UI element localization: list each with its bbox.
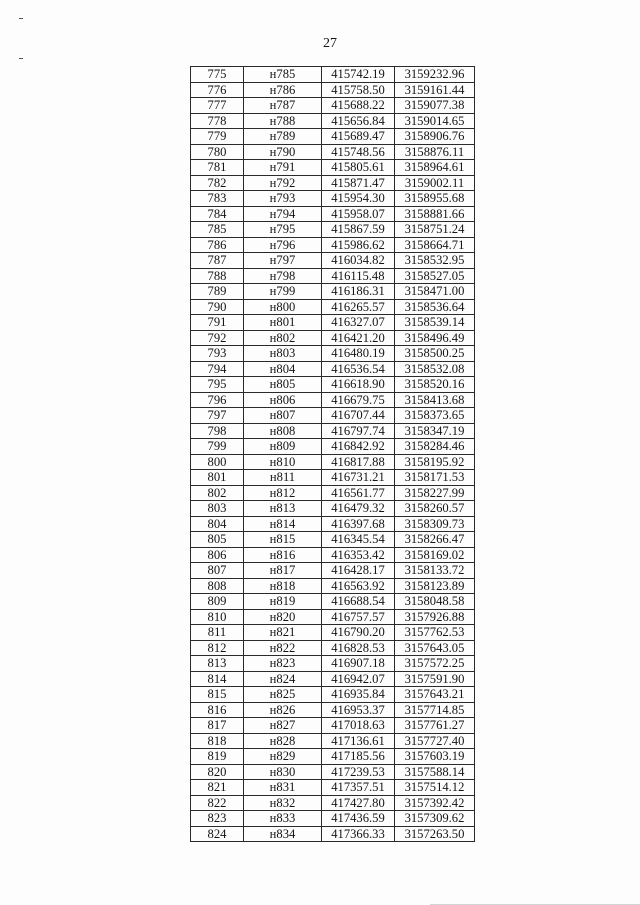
x-coordinate-cell: 416953.37 xyxy=(322,702,395,718)
y-coordinate-cell: 3159077.38 xyxy=(395,98,475,114)
x-coordinate-cell: 417436.59 xyxy=(322,811,395,827)
point-id-cell: н786 xyxy=(244,82,322,98)
point-id-cell: н829 xyxy=(244,749,322,765)
row-number-cell: 781 xyxy=(191,160,244,176)
x-coordinate-cell: 417239.53 xyxy=(322,764,395,780)
table-row xyxy=(191,423,475,439)
point-id-cell: н803 xyxy=(244,346,322,362)
row-number-cell: 817 xyxy=(191,718,244,734)
point-id-cell: н799 xyxy=(244,284,322,300)
row-number-cell: 815 xyxy=(191,687,244,703)
row-number-cell: 820 xyxy=(191,764,244,780)
x-coordinate-cell: 415958.07 xyxy=(322,206,395,222)
table-row xyxy=(191,780,475,796)
x-coordinate-cell: 417185.56 xyxy=(322,749,395,765)
y-coordinate-cell: 3158527.05 xyxy=(395,268,475,284)
table-row xyxy=(191,113,475,129)
row-number-cell: 822 xyxy=(191,795,244,811)
point-id-cell: н807 xyxy=(244,408,322,424)
point-id-cell: н805 xyxy=(244,377,322,393)
row-number-cell: 803 xyxy=(191,501,244,517)
table-row xyxy=(191,98,475,114)
x-coordinate-cell: 416679.75 xyxy=(322,392,395,408)
table-row xyxy=(191,687,475,703)
x-coordinate-cell: 416757.57 xyxy=(322,609,395,625)
y-coordinate-cell: 3157714.85 xyxy=(395,702,475,718)
y-coordinate-cell: 3158195.92 xyxy=(395,454,475,470)
y-coordinate-cell: 3158906.76 xyxy=(395,129,475,145)
point-id-cell: н825 xyxy=(244,687,322,703)
point-id-cell: н800 xyxy=(244,299,322,315)
x-coordinate-cell: 416828.53 xyxy=(322,640,395,656)
x-coordinate-cell: 416353.42 xyxy=(322,547,395,563)
point-id-cell: н806 xyxy=(244,392,322,408)
point-id-cell: н811 xyxy=(244,470,322,486)
table-row xyxy=(191,764,475,780)
point-id-cell: н795 xyxy=(244,222,322,238)
row-number-cell: 787 xyxy=(191,253,244,269)
y-coordinate-cell: 3158955.68 xyxy=(395,191,475,207)
table-row xyxy=(191,408,475,424)
row-number-cell: 782 xyxy=(191,175,244,191)
point-id-cell: н815 xyxy=(244,532,322,548)
y-coordinate-cell: 3158169.02 xyxy=(395,547,475,563)
x-coordinate-cell: 415656.84 xyxy=(322,113,395,129)
point-id-cell: н828 xyxy=(244,733,322,749)
x-coordinate-cell: 416797.74 xyxy=(322,423,395,439)
point-id-cell: н820 xyxy=(244,609,322,625)
x-coordinate-cell: 416265.57 xyxy=(322,299,395,315)
row-number-cell: 816 xyxy=(191,702,244,718)
y-coordinate-cell: 3158048.58 xyxy=(395,594,475,610)
point-id-cell: н792 xyxy=(244,175,322,191)
point-id-cell: н817 xyxy=(244,563,322,579)
table-row xyxy=(191,175,475,191)
row-number-cell: 806 xyxy=(191,547,244,563)
row-number-cell: 796 xyxy=(191,392,244,408)
coordinates-table-body xyxy=(191,67,475,842)
table-row xyxy=(191,361,475,377)
y-coordinate-cell: 3159002.11 xyxy=(395,175,475,191)
table-row xyxy=(191,516,475,532)
point-id-cell: н796 xyxy=(244,237,322,253)
point-id-cell: н826 xyxy=(244,702,322,718)
table-row xyxy=(191,160,475,176)
x-coordinate-cell: 416345.54 xyxy=(322,532,395,548)
table-row xyxy=(191,485,475,501)
row-number-cell: 824 xyxy=(191,826,244,842)
row-number-cell: 810 xyxy=(191,609,244,625)
y-coordinate-cell: 3157762.53 xyxy=(395,625,475,641)
x-coordinate-cell: 417018.63 xyxy=(322,718,395,734)
table-row xyxy=(191,718,475,734)
y-coordinate-cell: 3159014.65 xyxy=(395,113,475,129)
y-coordinate-cell: 3158284.46 xyxy=(395,439,475,455)
y-coordinate-cell: 3158309.73 xyxy=(395,516,475,532)
row-number-cell: 801 xyxy=(191,470,244,486)
margin-mark-bottom xyxy=(19,58,23,59)
point-id-cell: н827 xyxy=(244,718,322,734)
y-coordinate-cell: 3158539.14 xyxy=(395,315,475,331)
y-coordinate-cell: 3158532.95 xyxy=(395,253,475,269)
row-number-cell: 819 xyxy=(191,749,244,765)
y-coordinate-cell: 3157727.40 xyxy=(395,733,475,749)
x-coordinate-cell: 415871.47 xyxy=(322,175,395,191)
y-coordinate-cell: 3158876.11 xyxy=(395,144,475,160)
row-number-cell: 812 xyxy=(191,640,244,656)
point-id-cell: н794 xyxy=(244,206,322,222)
table-row xyxy=(191,346,475,362)
table-row xyxy=(191,377,475,393)
table-row xyxy=(191,749,475,765)
x-coordinate-cell: 416479.32 xyxy=(322,501,395,517)
point-id-cell: н785 xyxy=(244,67,322,83)
point-id-cell: н823 xyxy=(244,656,322,672)
row-number-cell: 788 xyxy=(191,268,244,284)
table-row xyxy=(191,222,475,238)
x-coordinate-cell: 415986.62 xyxy=(322,237,395,253)
row-number-cell: 789 xyxy=(191,284,244,300)
y-coordinate-cell: 3158266.47 xyxy=(395,532,475,548)
point-id-cell: н821 xyxy=(244,625,322,641)
table-row xyxy=(191,671,475,687)
y-coordinate-cell: 3157591.90 xyxy=(395,671,475,687)
point-id-cell: н822 xyxy=(244,640,322,656)
row-number-cell: 823 xyxy=(191,811,244,827)
row-number-cell: 797 xyxy=(191,408,244,424)
x-coordinate-cell: 416480.19 xyxy=(322,346,395,362)
point-id-cell: н810 xyxy=(244,454,322,470)
row-number-cell: 802 xyxy=(191,485,244,501)
y-coordinate-cell: 3158532.08 xyxy=(395,361,475,377)
row-number-cell: 786 xyxy=(191,237,244,253)
table-row xyxy=(191,532,475,548)
table-row xyxy=(191,470,475,486)
y-coordinate-cell: 3157514.12 xyxy=(395,780,475,796)
table-row xyxy=(191,330,475,346)
x-coordinate-cell: 416790.20 xyxy=(322,625,395,641)
y-coordinate-cell: 3158664.71 xyxy=(395,237,475,253)
point-id-cell: н793 xyxy=(244,191,322,207)
y-coordinate-cell: 3158373.65 xyxy=(395,408,475,424)
y-coordinate-cell: 3159161.44 xyxy=(395,82,475,98)
x-coordinate-cell: 416115.48 xyxy=(322,268,395,284)
y-coordinate-cell: 3157588.14 xyxy=(395,764,475,780)
point-id-cell: н832 xyxy=(244,795,322,811)
y-coordinate-cell: 3157926.88 xyxy=(395,609,475,625)
table-row xyxy=(191,129,475,145)
row-number-cell: 794 xyxy=(191,361,244,377)
row-number-cell: 777 xyxy=(191,98,244,114)
point-id-cell: н808 xyxy=(244,423,322,439)
point-id-cell: н818 xyxy=(244,578,322,594)
row-number-cell: 790 xyxy=(191,299,244,315)
point-id-cell: н809 xyxy=(244,439,322,455)
table-row xyxy=(191,284,475,300)
row-number-cell: 798 xyxy=(191,423,244,439)
row-number-cell: 807 xyxy=(191,563,244,579)
table-row xyxy=(191,702,475,718)
row-number-cell: 778 xyxy=(191,113,244,129)
row-number-cell: 813 xyxy=(191,656,244,672)
row-number-cell: 818 xyxy=(191,733,244,749)
x-coordinate-cell: 415758.50 xyxy=(322,82,395,98)
x-coordinate-cell: 416428.17 xyxy=(322,563,395,579)
row-number-cell: 792 xyxy=(191,330,244,346)
x-coordinate-cell: 416935.84 xyxy=(322,687,395,703)
row-number-cell: 800 xyxy=(191,454,244,470)
y-coordinate-cell: 3158520.16 xyxy=(395,377,475,393)
row-number-cell: 785 xyxy=(191,222,244,238)
row-number-cell: 811 xyxy=(191,625,244,641)
y-coordinate-cell: 3157643.05 xyxy=(395,640,475,656)
row-number-cell: 799 xyxy=(191,439,244,455)
row-number-cell: 783 xyxy=(191,191,244,207)
table-row xyxy=(191,439,475,455)
table-row xyxy=(191,206,475,222)
table-row xyxy=(191,640,475,656)
row-number-cell: 793 xyxy=(191,346,244,362)
table-row xyxy=(191,268,475,284)
table-row xyxy=(191,609,475,625)
table-row xyxy=(191,578,475,594)
coordinates-table xyxy=(190,66,475,842)
y-coordinate-cell: 3158260.57 xyxy=(395,501,475,517)
x-coordinate-cell: 415867.59 xyxy=(322,222,395,238)
margin-mark-top xyxy=(19,18,23,19)
table-row xyxy=(191,563,475,579)
x-coordinate-cell: 416397.68 xyxy=(322,516,395,532)
point-id-cell: н816 xyxy=(244,547,322,563)
row-number-cell: 780 xyxy=(191,144,244,160)
x-coordinate-cell: 415954.30 xyxy=(322,191,395,207)
y-coordinate-cell: 3158751.24 xyxy=(395,222,475,238)
table-row xyxy=(191,144,475,160)
point-id-cell: н789 xyxy=(244,129,322,145)
point-id-cell: н787 xyxy=(244,98,322,114)
y-coordinate-cell: 3158881.66 xyxy=(395,206,475,222)
table-row xyxy=(191,454,475,470)
table-row xyxy=(191,315,475,331)
x-coordinate-cell: 415805.61 xyxy=(322,160,395,176)
point-id-cell: н814 xyxy=(244,516,322,532)
point-id-cell: н819 xyxy=(244,594,322,610)
table-row xyxy=(191,501,475,517)
table-row xyxy=(191,82,475,98)
y-coordinate-cell: 3158171.53 xyxy=(395,470,475,486)
table-row xyxy=(191,547,475,563)
point-id-cell: н812 xyxy=(244,485,322,501)
table-row xyxy=(191,191,475,207)
point-id-cell: н813 xyxy=(244,501,322,517)
x-coordinate-cell: 417427.80 xyxy=(322,795,395,811)
x-coordinate-cell: 416688.54 xyxy=(322,594,395,610)
point-id-cell: н790 xyxy=(244,144,322,160)
x-coordinate-cell: 415748.56 xyxy=(322,144,395,160)
table-row xyxy=(191,392,475,408)
row-number-cell: 776 xyxy=(191,82,244,98)
y-coordinate-cell: 3158964.61 xyxy=(395,160,475,176)
y-coordinate-cell: 3157603.19 xyxy=(395,749,475,765)
x-coordinate-cell: 416327.07 xyxy=(322,315,395,331)
table-row xyxy=(191,811,475,827)
table-row xyxy=(191,299,475,315)
x-coordinate-cell: 416842.92 xyxy=(322,439,395,455)
page-number: 27 xyxy=(323,36,337,51)
y-coordinate-cell: 3157263.50 xyxy=(395,826,475,842)
table-row xyxy=(191,656,475,672)
row-number-cell: 791 xyxy=(191,315,244,331)
x-coordinate-cell: 416421.20 xyxy=(322,330,395,346)
y-coordinate-cell: 3158496.49 xyxy=(395,330,475,346)
point-id-cell: н791 xyxy=(244,160,322,176)
row-number-cell: 808 xyxy=(191,578,244,594)
x-coordinate-cell: 416536.54 xyxy=(322,361,395,377)
x-coordinate-cell: 416817.88 xyxy=(322,454,395,470)
y-coordinate-cell: 3158347.19 xyxy=(395,423,475,439)
row-number-cell: 809 xyxy=(191,594,244,610)
row-number-cell: 795 xyxy=(191,377,244,393)
point-id-cell: н831 xyxy=(244,780,322,796)
y-coordinate-cell: 3157392.42 xyxy=(395,795,475,811)
y-coordinate-cell: 3159232.96 xyxy=(395,67,475,83)
point-id-cell: н788 xyxy=(244,113,322,129)
table-row xyxy=(191,625,475,641)
y-coordinate-cell: 3158471.00 xyxy=(395,284,475,300)
point-id-cell: н798 xyxy=(244,268,322,284)
row-number-cell: 814 xyxy=(191,671,244,687)
y-coordinate-cell: 3157572.25 xyxy=(395,656,475,672)
table-row xyxy=(191,253,475,269)
x-coordinate-cell: 416907.18 xyxy=(322,656,395,672)
point-id-cell: н797 xyxy=(244,253,322,269)
row-number-cell: 804 xyxy=(191,516,244,532)
row-number-cell: 784 xyxy=(191,206,244,222)
table-row xyxy=(191,826,475,842)
table-row xyxy=(191,733,475,749)
x-coordinate-cell: 416707.44 xyxy=(322,408,395,424)
table-row xyxy=(191,594,475,610)
x-coordinate-cell: 415689.47 xyxy=(322,129,395,145)
point-id-cell: н830 xyxy=(244,764,322,780)
x-coordinate-cell: 415688.22 xyxy=(322,98,395,114)
x-coordinate-cell: 416034.82 xyxy=(322,253,395,269)
x-coordinate-cell: 417357.51 xyxy=(322,780,395,796)
y-coordinate-cell: 3158500.25 xyxy=(395,346,475,362)
row-number-cell: 775 xyxy=(191,67,244,83)
row-number-cell: 779 xyxy=(191,129,244,145)
y-coordinate-cell: 3157643.21 xyxy=(395,687,475,703)
row-number-cell: 805 xyxy=(191,532,244,548)
table-row xyxy=(191,795,475,811)
point-id-cell: н804 xyxy=(244,361,322,377)
x-coordinate-cell: 416186.31 xyxy=(322,284,395,300)
y-coordinate-cell: 3158227.99 xyxy=(395,485,475,501)
y-coordinate-cell: 3157309.62 xyxy=(395,811,475,827)
x-coordinate-cell: 415742.19 xyxy=(322,67,395,83)
table-row xyxy=(191,67,475,83)
y-coordinate-cell: 3158413.68 xyxy=(395,392,475,408)
y-coordinate-cell: 3158123.89 xyxy=(395,578,475,594)
point-id-cell: н824 xyxy=(244,671,322,687)
point-id-cell: н834 xyxy=(244,826,322,842)
table-row xyxy=(191,237,475,253)
point-id-cell: н801 xyxy=(244,315,322,331)
x-coordinate-cell: 416563.92 xyxy=(322,578,395,594)
y-coordinate-cell: 3157761.27 xyxy=(395,718,475,734)
point-id-cell: н802 xyxy=(244,330,322,346)
y-coordinate-cell: 3158536.64 xyxy=(395,299,475,315)
x-coordinate-cell: 416731.21 xyxy=(322,470,395,486)
point-id-cell: н833 xyxy=(244,811,322,827)
x-coordinate-cell: 416561.77 xyxy=(322,485,395,501)
x-coordinate-cell: 417136.61 xyxy=(322,733,395,749)
x-coordinate-cell: 417366.33 xyxy=(322,826,395,842)
x-coordinate-cell: 416618.90 xyxy=(322,377,395,393)
x-coordinate-cell: 416942.07 xyxy=(322,671,395,687)
row-number-cell: 821 xyxy=(191,780,244,796)
y-coordinate-cell: 3158133.72 xyxy=(395,563,475,579)
